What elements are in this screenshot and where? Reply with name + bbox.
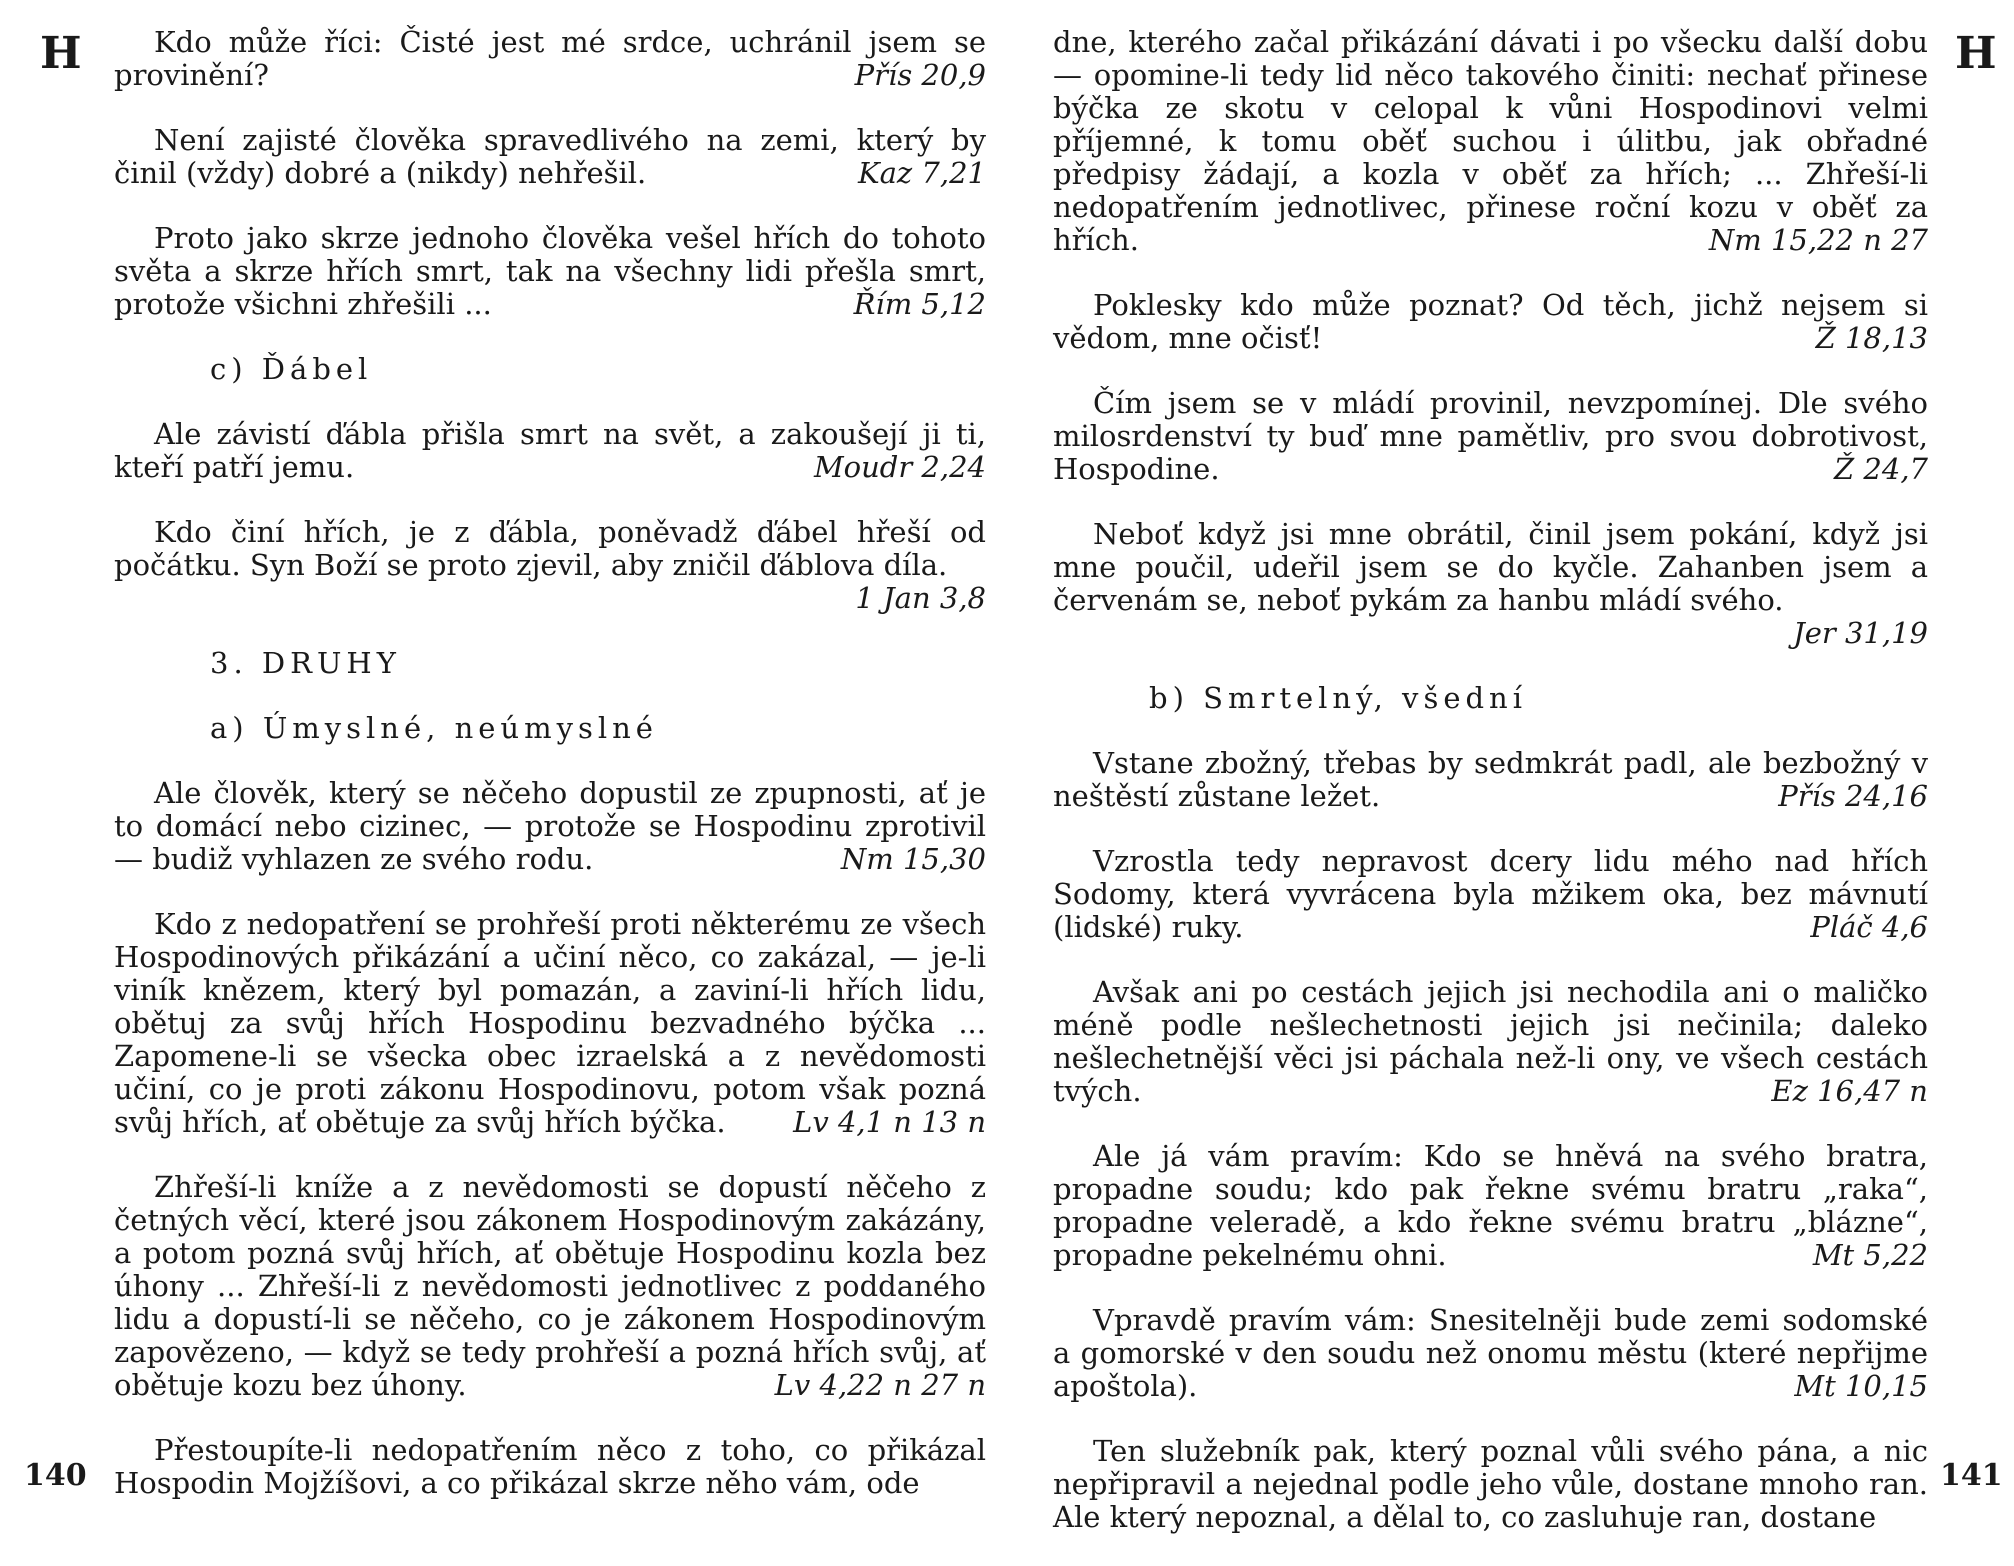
- bible-reference: Ž 18,13: [1815, 321, 1928, 355]
- page-number: 141: [1940, 1458, 2003, 1493]
- section-heading: c) Ďábel: [210, 352, 373, 386]
- quote-paragraph: [114, 777, 986, 876]
- quote-text: Ale člověk, který se něčeho dopustil ze zpupnosti, ať je to domácí nebo cizinec, — protože se Hospodinu zprotivil — budiž vyhlazen ze svého rodu.: [114, 776, 986, 876]
- quote-text: Ale závistí ďábla přišla smrt na svět, a zakoušejí ji ti, kteří patří jemu.: [114, 417, 986, 484]
- quote-text: Kdo může říci: Čisté jest mé srdce, uchránil jsem se provinění?: [114, 25, 986, 92]
- quote-text: Proto jako skrze jednoho člověka vešel hřích do tohoto světa a skrze hřích smrt, tak na všechny lidi přešla smrt, protože všichni zhřešili ...: [114, 221, 986, 321]
- bible-reference: Přís 20,9: [854, 58, 986, 92]
- quote-paragraph: [1053, 845, 1928, 944]
- bible-reference: Mt 10,15: [1794, 1369, 1928, 1403]
- bible-reference: Lv 4,1 n 13 n: [793, 1105, 986, 1139]
- quote-text: Vpravdě pravím vám: Snesitelněji bude zemi sodomské a gomorské v den soudu než onomu městu (které nepřijme apoštola).: [1053, 1303, 1928, 1403]
- bible-reference: Jer 31,19: [1793, 616, 1928, 650]
- section-letter-marker: H: [40, 28, 82, 79]
- bible-reference: 1 Jan 3,8: [855, 581, 986, 615]
- bible-reference: Mt 5,22: [1812, 1238, 1928, 1272]
- quote-paragraph: [1053, 387, 1928, 486]
- quote-text: Poklesky kdo může poznat? Od těch, jichž nejsem si vědom, mne očisť!: [1053, 288, 1928, 355]
- section-heading: 3. DRUHY: [210, 646, 401, 680]
- section-letter-marker: H: [1955, 28, 1997, 79]
- bible-reference: Pláč 4,6: [1810, 910, 1928, 944]
- quote-text: Zhřeší-li kníže a z nevědomosti se dopustí něčeho z četných věcí, které jsou zákonem Hospodinovým zakázány, a potom pozná svůj hřích, ať obětuje Hospodinu kozla bez úhony ... Zhřeší-li z nevědomosti jednotlivec z poddaného lidu a dopustí-li se něčeho, co je zákonem Hospodinovým zapovězeno, — když se tedy prohřeší a pozná hřích svůj, ať obětuje kozu bez úhony.: [114, 1170, 986, 1402]
- quote-paragraph: [114, 222, 986, 321]
- bible-reference: Nm 15,22 n 27: [1708, 223, 1928, 257]
- bible-reference: Ž 24,7: [1834, 452, 1928, 486]
- bible-reference: Nm 15,30: [840, 842, 986, 876]
- page-number: 140: [24, 1458, 87, 1493]
- quote-text: Čím jsem se v mládí provinil, nevzpomínej. Dle svého milosrdenství ty buď mne pamětliv, pro svou dobrotivost, Hospodine.: [1053, 386, 1928, 486]
- quote-text: Ten služebník pak, který poznal vůli svého pána, a nic nepřipravil a nejednal podle jeho vůle, dostane mnoho ran. Ale který nepoznal, a dělal to, co zasluhuje ran, dostane: [1053, 1434, 1928, 1534]
- quote-text: Kdo činí hřích, je z ďábla, poněvadž ďábel hřeší od počátku. Syn Boží se proto zjevil, aby zničil ďáblova díla.: [114, 515, 986, 582]
- quote-paragraph: [114, 908, 986, 1139]
- quote-text: Neboť když jsi mne obrátil, činil jsem pokání, když jsi mne poučil, udeřil jsem se do kyčle. Zahanben jsem a červenám se, neboť pykám za hanbu mládí svého.: [1053, 517, 1928, 617]
- quote-text: Kdo z nedopatření se prohřeší proti některému ze všech Hospodinových přikázání a učiní něco, co zakázal, — je-li viník knězem, který byl pomazán, a zaviní-li hřích lidu, obětuj za svůj hřích Hospodinu bezvadného býčka ... Zapomene-li se všecka obec izraelská a z nevědomosti učiní, co je proti zákonu Hospodinovu, potom však pozná svůj hřích, ať obětuje za svůj hřích býčka.: [114, 907, 986, 1139]
- quote-paragraph: [114, 26, 986, 92]
- bible-reference: Kaz 7,21: [857, 156, 986, 190]
- quote-text: Není zajisté člověka spravedlivého na zemi, který by činil (vždy) dobré a (nikdy) nehřešil.: [114, 123, 986, 190]
- quote-paragraph: [1053, 747, 1928, 813]
- section-heading: b) Smrtelný, všední: [1149, 681, 1528, 715]
- quote-paragraph: [114, 516, 986, 615]
- quote-paragraph: [114, 124, 986, 190]
- quote-text: Přestoupíte-li nedopatřením něco z toho, co přikázal Hospodin Mojžíšovi, a co přikázal skrze něho vám, ode: [114, 1433, 986, 1500]
- quote-paragraph: [1053, 1140, 1928, 1272]
- quote-paragraph: [1053, 1435, 1928, 1534]
- quote-paragraph: [1053, 518, 1928, 650]
- right-page-column: [1053, 26, 1928, 1566]
- continued-paragraph: [1053, 26, 1928, 257]
- quote-paragraph: [114, 1434, 986, 1500]
- left-page-column: [114, 26, 986, 1532]
- quote-text: Vstane zbožný, třebas by sedmkrát padl, ale bezbožný v neštěstí zůstane ležet.: [1053, 746, 1928, 813]
- quote-text: Avšak ani po cestách jejich jsi nechodila ani o maličko méně podle nešlechetnosti jejich jsi nečinila; daleko nešlechetnější věci jsi páchala než-li ony, ve všech cestách tvých.: [1053, 975, 1928, 1108]
- quote-text: dne, kterého začal přikázání dávati i po všecku další dobu — opomine-li tedy lid něco takového činiti: nechať přinese býčka ze skotu v celopal k vůni Hospodinovi velmi příjemné, k tomu oběť suchou i úlitbu, jak obřadné předpisy žádají, a kozla v oběť za hřích; ... Zhřeší-li nedopatřením jednotlivec, přinese roční kozu v oběť za hřích.: [1053, 25, 1928, 257]
- bible-reference: Moudr 2,24: [813, 450, 986, 484]
- bible-reference: Ez 16,47 n: [1771, 1074, 1928, 1108]
- quote-text: Vzrostla tedy nepravost dcery lidu mého nad hřích Sodomy, která vyvrácena byla mžikem oka, bez mávnutí (lidské) ruky.: [1053, 844, 1928, 944]
- bible-reference: Lv 4,22 n 27 n: [774, 1368, 986, 1402]
- quote-paragraph: [114, 1171, 986, 1402]
- bible-reference: Přís 24,16: [1778, 779, 1928, 813]
- quote-paragraph: [1053, 289, 1928, 355]
- quote-paragraph: [114, 418, 986, 484]
- bible-reference: Řím 5,12: [853, 287, 986, 321]
- quote-text: Ale já vám pravím: Kdo se hněvá na svého bratra, propadne soudu; kdo pak řekne svému bratru „raka“, propadne veleradě, a kdo řekne svému bratru „blázne“, propadne pekelnému ohni.: [1053, 1139, 1928, 1272]
- quote-paragraph: [1053, 1304, 1928, 1403]
- section-heading: a) Úmyslné, neúmyslné: [210, 711, 658, 745]
- quote-paragraph: [1053, 976, 1928, 1108]
